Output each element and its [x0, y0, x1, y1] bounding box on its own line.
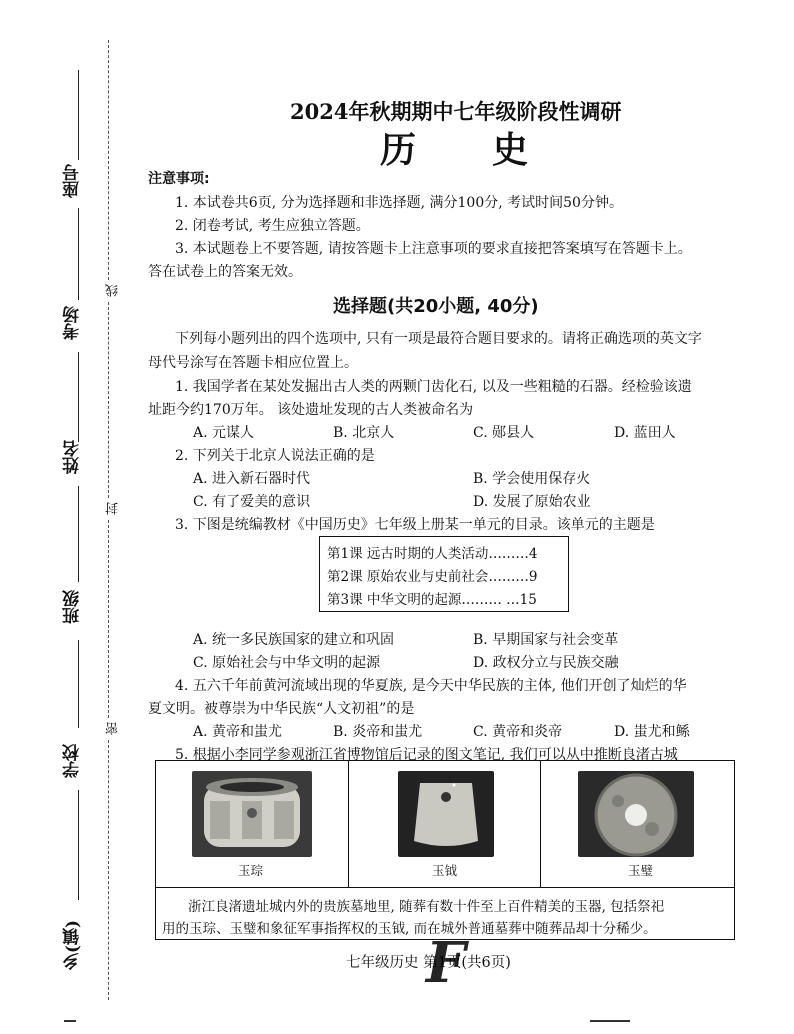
q1-stem-1: 1. 我国学者在某处发掘出古人类的两颗门齿化石, 以及一些粗糙的石器。经检验该遗: [175, 379, 692, 395]
q2-option-b[interactable]: B. 学会使用保存火: [473, 471, 591, 487]
section-intro-1: 下列每小题列出的四个选项中, 只有一项是最符合题目要求的。请将正确选项的英文字: [175, 331, 702, 347]
q1-stem-2: 址距今约170万年。 该处遗址发现的古人类被命名为: [148, 402, 474, 418]
q4-option-a[interactable]: A. 黄帝和蚩尤: [193, 724, 283, 740]
exam-title: 2024年秋期期中七年级阶段性调研: [290, 99, 622, 124]
toc-entry-3: 第3课 中华文明的起源……… …15: [327, 592, 537, 608]
seal-dash-3: [108, 520, 109, 718]
q3-table-of-contents: [319, 536, 569, 612]
name-label: 姓名: [63, 440, 83, 474]
jade-cong-caption: 玉琮: [238, 863, 264, 878]
jade-bi-image: [578, 771, 694, 857]
town-line: [78, 790, 79, 900]
seal-dash-2: [108, 302, 109, 498]
q5-figure-panel: [155, 760, 735, 940]
q5-note-1: 浙江良渚遗址城内外的贵族墓地里, 随葬有数十件至上百件精美的玉器, 包括祭祀: [188, 899, 665, 915]
q5-cell-jade-yue: [348, 761, 541, 887]
q5-cell-jade-cong: [156, 761, 349, 887]
seat-no-line: [78, 70, 79, 160]
q1-option-a[interactable]: A. 元谋人: [193, 425, 255, 441]
q5-cell-jade-bi: [540, 761, 733, 887]
toc-entry-2: 第2课 原始农业与史前社会………9: [327, 569, 538, 585]
notice-item-3-cont: 答在试卷上的答案无效。: [148, 264, 302, 280]
q1-option-b[interactable]: B. 北京人: [333, 425, 395, 441]
bottom-mark-right: [590, 1020, 630, 1022]
jade-bi-caption: 玉璧: [628, 863, 654, 878]
q3-stem: 3. 下图是统编教材《中国历史》七年级上册某一单元的目录。该单元的主题是: [175, 517, 655, 533]
class-line: [78, 486, 79, 582]
q3-option-c[interactable]: C. 原始社会与中华文明的起源: [193, 655, 381, 671]
notice-item-1: 1. 本试卷共6页, 分为选择题和非选择题, 满分100分, 考试时间50分钟。: [175, 195, 623, 211]
q3-option-d[interactable]: D. 政权分立与民族交融: [473, 655, 619, 671]
q4-option-c[interactable]: C. 黄帝和炎帝: [473, 724, 563, 740]
q4-stem-1: 4. 五六千年前黄河流域出现的华夏族, 是今天中华民族的主体, 他们开创了灿烂的华: [175, 678, 687, 694]
q4-option-b[interactable]: B. 炎帝和蚩尤: [333, 724, 423, 740]
notice-heading: 注意事项:: [148, 171, 210, 187]
q1-option-c[interactable]: C. 郧县人: [473, 425, 535, 441]
q1-option-d[interactable]: D. 蓝田人: [614, 425, 676, 441]
section-intro-2: 母代号涂写在答题卡相应位置上。: [148, 355, 358, 371]
seat-no-label: 座号: [63, 164, 83, 198]
q4-option-d[interactable]: D. 蚩尤和鲧: [614, 724, 690, 740]
seal-dash-1: [108, 40, 109, 280]
q2-option-d[interactable]: D. 发展了原始农业: [473, 494, 591, 510]
name-line: [78, 352, 79, 442]
jade-cong-image: [192, 771, 312, 857]
q5-stem: 5. 根据小李同学参观浙江省博物馆后记录的图文笔记, 我们可以从中推断良渚古城: [175, 747, 678, 763]
seal-secret-mark: 密: [106, 722, 121, 735]
q5-note-2: 用的玉琮、玉璧和象征军事指挥权的玉钺, 而在城外普通墓葬中随葬品却十分稀少。: [162, 921, 657, 937]
seal-seal-mark: 封: [106, 502, 121, 515]
subject-title: 历 史: [380, 129, 549, 171]
notice-item-2: 2. 闭卷考试, 考生应独立答题。: [175, 218, 370, 234]
seal-line-mark: 线: [106, 284, 121, 297]
jade-yue-caption: 玉钺: [432, 863, 458, 878]
toc-entry-1: 第1课 远古时期的人类活动………4: [327, 546, 538, 562]
section-title: 选择题(共20小题, 40分): [333, 296, 539, 317]
q3-option-a[interactable]: A. 统一多民族国家的建立和巩固: [193, 632, 395, 648]
exam-room-line: [78, 208, 79, 300]
notice-item-3: 3. 本试题卷上不要答题, 请按答题卡上注意事项的要求直接把答案填写在答题卡上。: [175, 241, 692, 257]
town-label: 乡(镇): [63, 920, 83, 971]
jade-yue-image: [398, 771, 494, 857]
q2-option-c[interactable]: C. 有了爱美的意识: [193, 494, 311, 510]
class-label: 班级: [63, 590, 83, 624]
page-footer: 七年级历史 第1页(共6页): [346, 955, 511, 971]
exam-room-label: 考场: [63, 306, 83, 340]
bottom-mark-left: [64, 1020, 76, 1022]
school-label: 学校: [63, 744, 83, 778]
seal-dash-4: [108, 740, 109, 1000]
q4-stem-2: 夏文明。被尊崇为中华民族“人文初祖”的是: [148, 701, 415, 717]
q2-option-a[interactable]: A. 进入新石器时代: [193, 471, 311, 487]
q2-stem: 2. 下列关于北京人说法正确的是: [175, 448, 375, 464]
version-mark: F: [426, 930, 466, 996]
figure-divider: [156, 887, 734, 888]
school-line: [78, 640, 79, 728]
q3-option-b[interactable]: B. 早期国家与社会变革: [473, 632, 619, 648]
